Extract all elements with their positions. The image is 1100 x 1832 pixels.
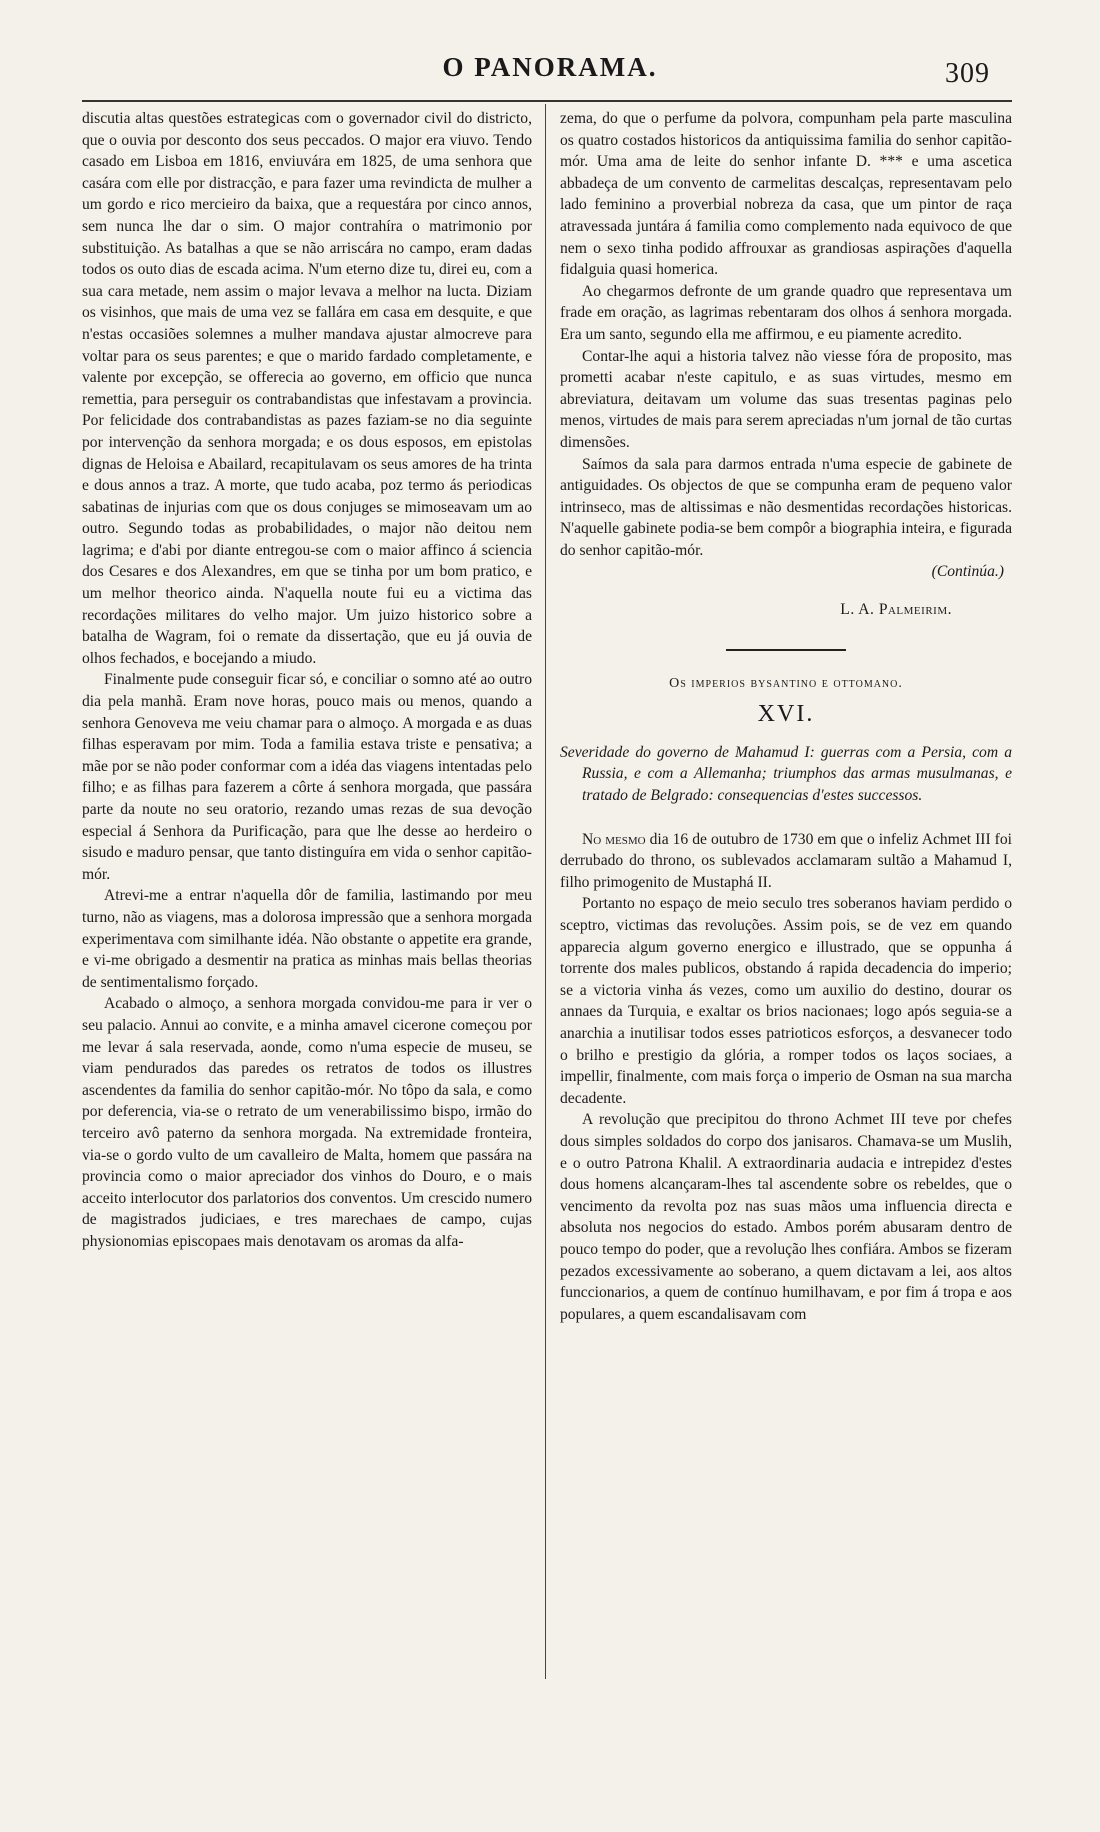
author-name: L. A. Palmeirim. <box>840 601 952 619</box>
paragraph: Atrevi-me a entrar n'aquella dôr de familia, lastimando por meu turno, não as viagens, mas a dolorosa impressão que a senhora morgada experimentava com similhante idéa. Não obstante o appetite era grande, e vi-me obrigado a desmentir na pratica as minhas mais bellas theorias de sentimentalismo forçado. <box>82 887 532 991</box>
column-divider <box>545 104 546 1679</box>
paragraph-text: dia 16 de outubro de 1730 em que o infeliz Achmet III foi derrubado do throno, os sublevados acclamaram sultão a Mahamud I, filho primogenito de Mustaphá II. <box>560 830 1012 891</box>
section-number: XVI. <box>757 701 815 728</box>
paragraph: Saímos da sala para darmos entrada n'uma especie de gabinete de antiguidades. Os objectos de que se compunha eram de pequeno valor intrinseco, mas de altissimas e não desmentidas recordações historicas. N'aquelle gabinete podia-se bem compôr a biographia inteira, e figurada do senhor capitão-mór. <box>560 455 1012 559</box>
section-summary: Severidade do governo de Mahamud I: guerras com a Persia, com a Russia, e com a Allemanha; triumphos das armas musulmanas, e tratado de Belgrado: consequencias d'estes successos. <box>560 743 1012 805</box>
lead-words: No mesmo <box>582 830 646 848</box>
paragraph: Portanto no espaço de meio seculo tres soberanos haviam perdido o sceptro, victimas das revoluções. Assim pois, se de vez em quando apparecia algum governo energico e illustrado, que se oppunha á torrente dos males publicos, obstando á rapida decadencia do imperio; se a victoria vinha ás vezes, como um auxilio do destino, dourar os annaes da Turquia, e exaltar os brios nacionaes; logo após seguia-se a anarchia a inutilisar todos esses patrioticos esforços, a desvanecer todo o brilho e prestigio da glória, a romper todos os laços sociaes, a impellir, finalmente, com mais força o imperio de Osman na sua marcha decadente. <box>560 895 1012 1107</box>
section-rule <box>726 649 846 651</box>
paragraph: zema, do que o perfume da polvora, compunham pela parte masculina os quatro costados historicos da antiquissima familia do senhor capitão-mór. Uma ama de leite do senhor infante D. *** e uma ascetica abbadeça de um convento de carmelitas descalças, representavam pelo lado feminino a proverbial nobreza da casa, que um pintor de raça atravessada juntára á familia como complemento nada equivoco de que nem o sexo tinha podido affrouxar as grandiosas aspirações d'aquella fidalguia quasi homerica. <box>560 110 1012 279</box>
right-column <box>560 108 1012 1772</box>
page-title: O PANORAMA. <box>442 52 658 82</box>
paragraph: discutia altas questões estrategicas com o governador civil do districto, que o ouvia por desconto dos seus peccados. O major era viuvo. Tendo casado em Lisboa em 1816, enviuvára em 1825, de uma senhora que casára com elle por distracção, e para fazer uma revindicta de mulher a um gordo e rico mercieiro da baixa, que a requestára por cinco annos, sem nunca lhe dar o sim. O major contrahíra o matrimonio por substituição. As batalhas a que se não arriscára no campo, eram dadas todos os outo dias de escada acima. N'um eterno dize tu, direi eu, com a sua cara metade, nem assim o major levava a melhor na lucta. Diziam os visinhos, que mais de uma vez se fallára em casa em desquite, e que n'estas occasiões solemnes a mulher mandava ajustar almocreve para voltar para os seus parentes; e que o marido fardado completamente, e valente por excepção, se offerecia ao governo, em officio que nunca remettia, para perseguir os contrabandistas que infestavam a provincia. Por felicidade dos contrabandistas as pazes faziam-se no dia seguinte por intervenção da senhora morgada; e os dous esposos, em epistolas dignas de Heloisa e Abailard, recapitulavam os seus amores de ha trinta e dous annos a traz. A morte, que tudo acaba, poz termo ás periodicas sabatinas de injurias com que os dous conjuges se mimoseavam um ao outro. Segundo todas as probabilidades, o major não deitou nem lagrima; e d'abi por diante entregou-se com o maior affinco á sciencia dos Cesares e dos Alexandres, em que se tinha por um bom pratico, e um melhor theorico ainda. N'aquella noute fui eu a victima das recordações militares do velho major. Um juizo historico sobre a batalha de Wagram, foi o remate da dissertação, que eu já ouvia de olhos fechados, e bocejando a miudo. <box>82 110 532 667</box>
paragraph: A revolução que precipitou do throno Achmet III teve por chefes dous simples soldados do corpo dos janisaros. Chamava-se um Muslih, e o outro Patrona Khalil. A extraordinaria audacia e intrepidez d'estes dous homens alcançaram-lhes tal ascendente sobre os rebeldes, que o vencimento da revolta poz nas suas mãos uma influencia directa e absoluta nos negocios do estado. Ambos porém abusaram dentro de pouco tempo do poder, que a revolução lhes confiára. Ambos se fizeram pezados excessivamente ao soberano, a quem dictavam a lei, aos altos funccionarios, a quem de contínuo humilhavam, e por fim á tropa e aos populares, a quem escandalisavam com <box>560 1111 1012 1323</box>
paragraph: Finalmente pude conseguir ficar só, e conciliar o somno até ao outro dia pela manhã. Eram nove horas, pouco mais ou menos, quando a senhora Genoveva me veiu chamar para o almoço. A morgada e as duas filhas esperavam por mim. Toda a familia estava triste e pensativa; a mãe por se não poder conformar com a idéa das viagens intentadas pelo filho; e as filhas para fazerem a côrte á senhora morgada, que passára parte da noute no seu oratorio, rezando umas rezas de sua devoção especial á Senhora da Purificação, para que lhe desse ao herdeiro o sisudo e maduro pensar, que tanto distinguíra em vida o senhor capitão-mór. <box>82 671 532 883</box>
left-column <box>82 108 532 1772</box>
paragraph <box>560 829 1012 894</box>
author-signature <box>560 599 952 621</box>
paragraph: Acabado o almoço, a senhora morgada convidou-me para ir ver o seu palacio. Annui ao convite, e a minha amavel cicerone começou por me levar á sala reservada, aonde, como n'uma especie de museu, se viam pendurados das paredes os retratos de todos os illustres ascendentes da familia do senhor capitão-mór. No tôpo da sala, e como por deferencia, via-se o retrato de um venerabilissimo bispo, irmão do terceiro avô paterno da senhora morgada. Na extremidade fronteira, via-se o gordo vulto de um cavalleiro de Malta, homem que passára na provincia como o maior apreciador dos vinhos do Douro, e o mais acceito interlocutor dos parlatorios dos conventos. Um crescido numero de magistrados judiciaes, e tres marechaes de campo, cujas physionomias episcopaes mais denotavam os aromas da alfa- <box>82 995 532 1250</box>
page-number: 309 <box>945 58 990 89</box>
paragraph: Ao chegarmos defronte de um grande quadro que representava um frade em oração, as lagrimas rebentaram dos olhos á senhora morgada. Era um santo, segundo ella me affirmou, e eu piamente acredito. <box>560 282 1012 343</box>
paragraph: Contar-lhe aqui a historia talvez não viesse fóra de proposito, mas prometti acabar n'este capitulo, e as suas virtudes, mesmo em abreviatura, deitavam um volume das suas tresentas paginas pelo menos, virtudes de mais para serem apreciadas n'um jornal de tão curtas dimensões. <box>560 347 1012 451</box>
section-title: Os imperios bysantino e ottomano. <box>669 675 903 691</box>
header-rule <box>82 100 1012 102</box>
continued-note: (Continúa.) <box>931 563 1004 581</box>
